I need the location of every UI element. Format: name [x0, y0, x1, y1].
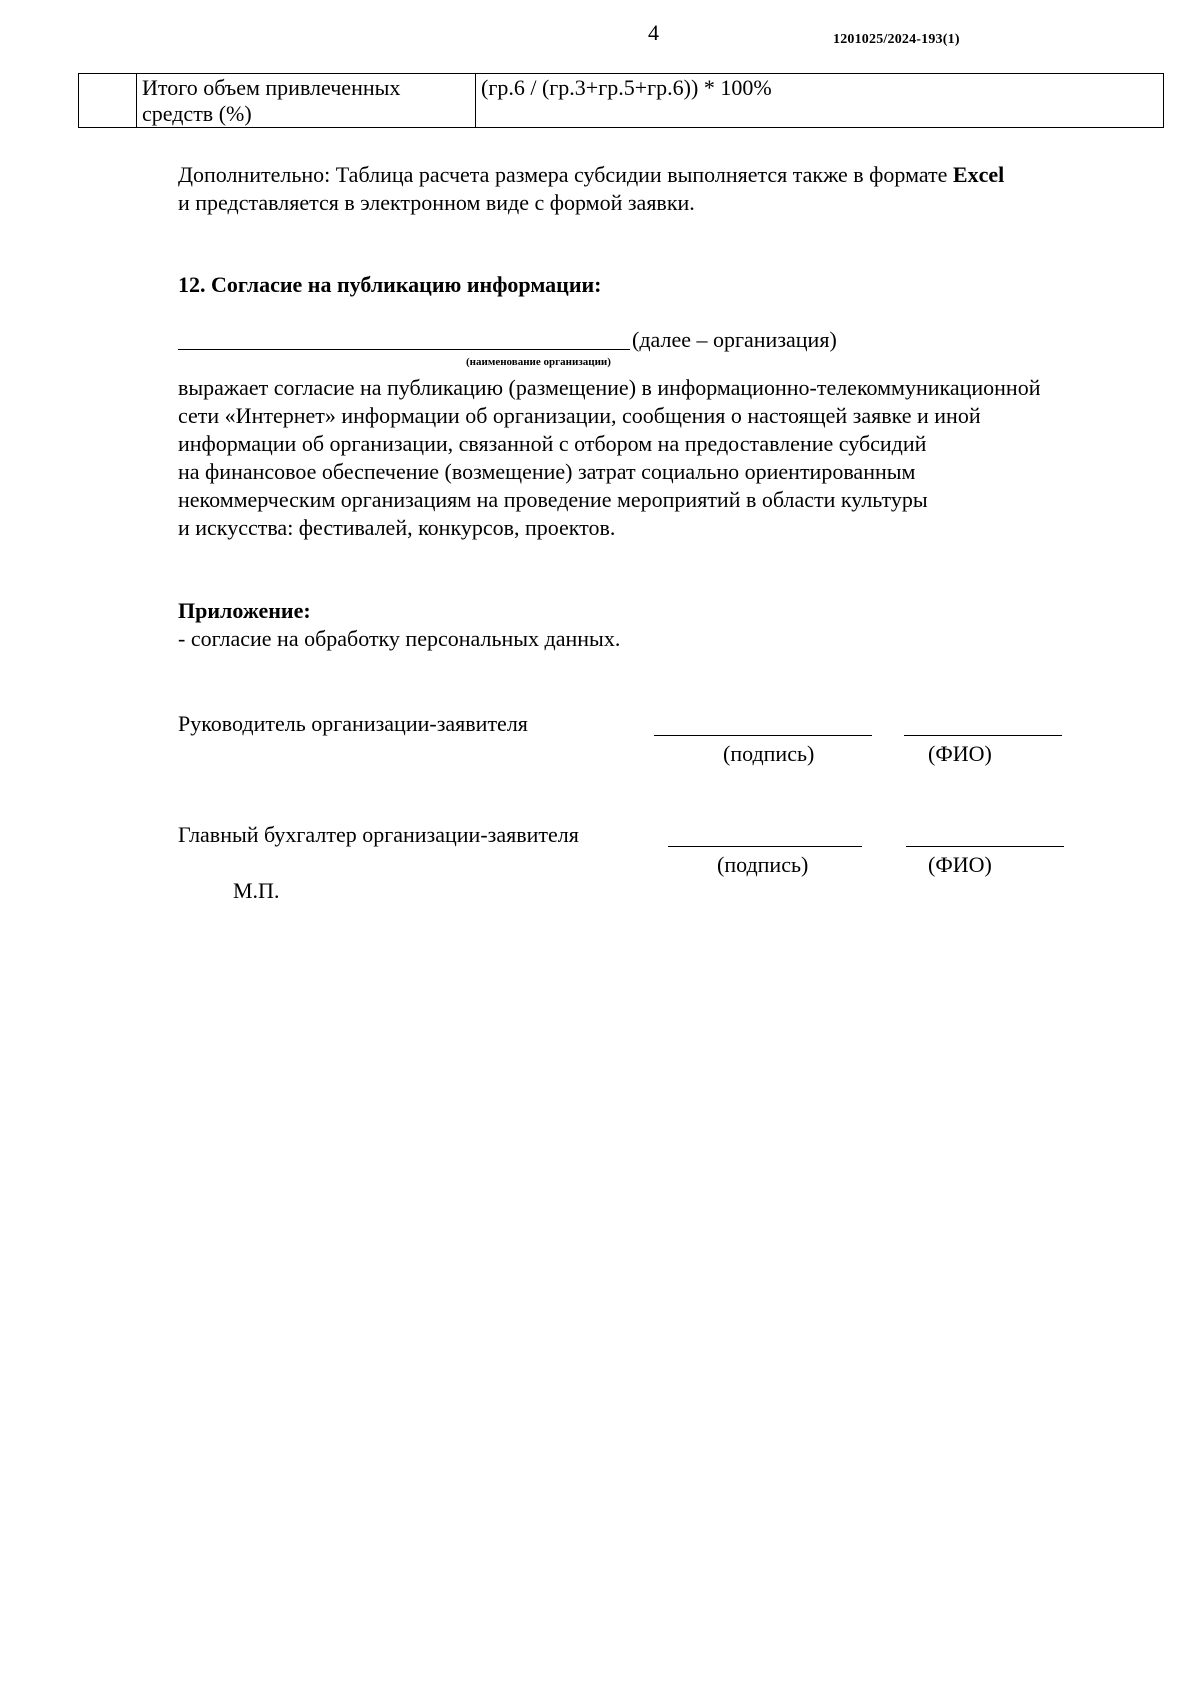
section-12-title: 12. Согласие на публикацию информации: [178, 272, 602, 297]
document-code: 1201025/2024-193(1) [833, 32, 960, 47]
accountant-name-line[interactable] [906, 846, 1064, 847]
accountant-signature-label: Главный бухгалтер организации-заявителя [178, 822, 579, 847]
summary-table [78, 73, 1164, 128]
additional-note-rest: и представляется в электронном виде с формой заявки. [178, 190, 695, 215]
consent-line: на финансовое обеспечение (возмещение) затрат социально ориентированным [178, 459, 916, 484]
accountant-signature-line[interactable] [668, 846, 862, 847]
head-signature-line[interactable] [654, 735, 872, 736]
consent-line: выражает согласие на публикацию (размещение) в информационно-телекоммуникационной [178, 375, 1041, 400]
table-row-label [142, 75, 400, 127]
accountant-signature-caption: (подпись) [717, 852, 809, 877]
table-divider [475, 74, 476, 127]
accountant-name-caption: (ФИО) [928, 852, 992, 877]
head-name-line[interactable] [904, 735, 1062, 736]
consent-line: некоммерческим организациям на проведение мероприятий в области культуры [178, 487, 928, 512]
consent-paragraph [178, 374, 1142, 542]
table-row-label-line1: Итого объем привлеченных [142, 75, 401, 100]
consent-line: информации об организации, связанной с отбором на предоставление субсидий [178, 431, 927, 456]
stamp-placeholder: М.П. [233, 878, 280, 903]
table-formula: (гр.6 / (гр.3+гр.5+гр.6)) * 100% [481, 75, 772, 100]
organization-name-blank[interactable] [178, 349, 630, 350]
additional-note-bold: Excel [952, 162, 1005, 187]
consent-line: сети «Интернет» информации об организации, сообщения о настоящей заявке и иной [178, 403, 981, 428]
consent-line: и искусства: фестивалей, конкурсов, проектов. [178, 515, 616, 540]
head-signature-label: Руководитель организации-заявителя [178, 711, 528, 736]
appendix-title: Приложение: [178, 598, 311, 623]
additional-note-text: Дополнительно: Таблица расчета размера субсидии выполняется также в формате [178, 162, 953, 187]
head-signature-caption: (подпись) [723, 741, 815, 766]
table-divider [136, 74, 137, 127]
table-row-label-line2: средств (%) [142, 101, 252, 126]
head-name-caption: (ФИО) [928, 741, 992, 766]
page-number: 4 [648, 20, 659, 45]
appendix-item: - согласие на обработку персональных данных. [178, 626, 621, 651]
organization-suffix: (далее – организация) [632, 327, 837, 352]
organization-name-caption: (наименование организации) [466, 356, 611, 368]
additional-note [178, 161, 1142, 189]
